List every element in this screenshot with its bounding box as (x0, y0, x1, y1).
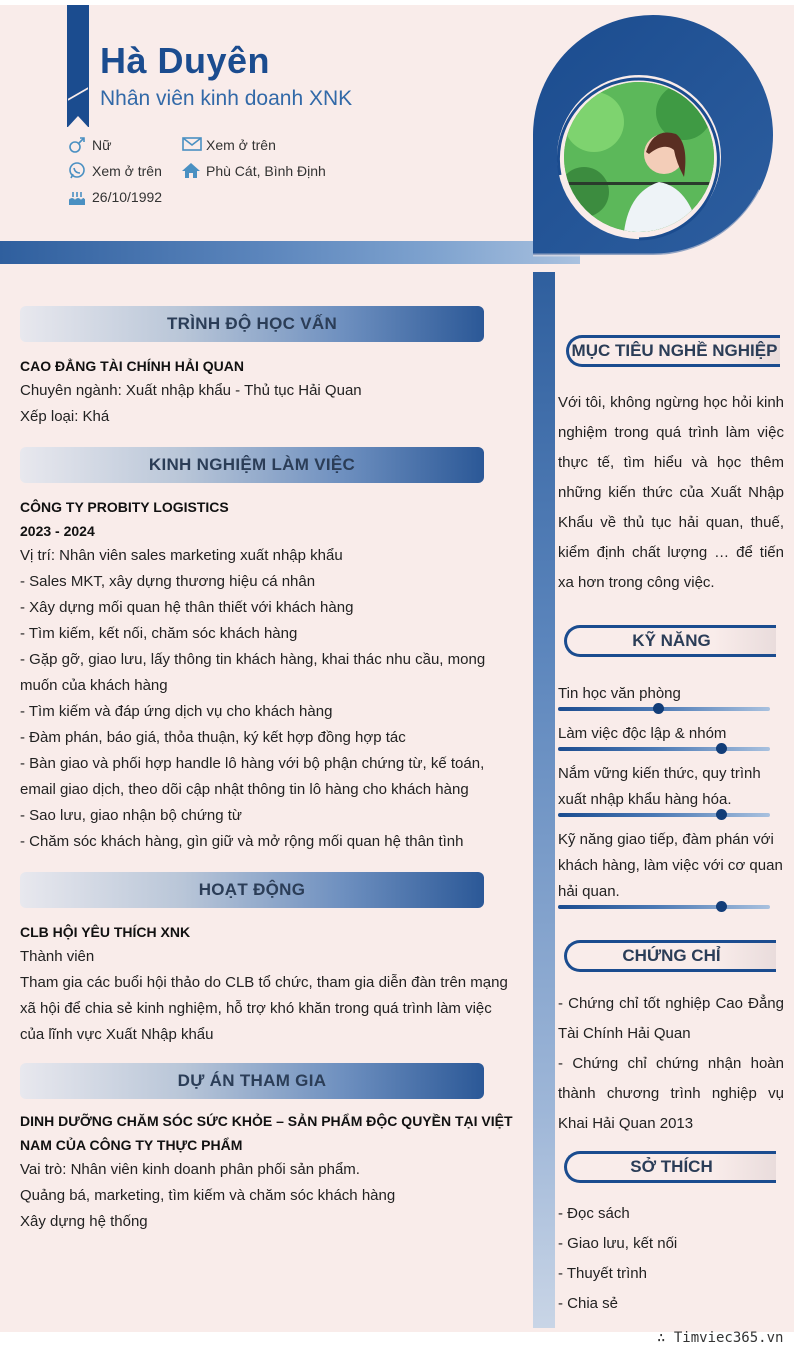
skill-bar (558, 747, 770, 751)
birthday-info (67, 187, 162, 207)
bookmark-ribbon (67, 5, 89, 127)
activities-line: Thành viên (20, 948, 95, 965)
hobby-item: - Đọc sách (558, 1205, 630, 1222)
activities-line: của lĩnh vực Xuất Nhập khẩu (20, 1026, 214, 1043)
experience-line: email giao dịch, theo dõi cập nhật thông tin lô hàng cho khách hàng (20, 781, 469, 798)
experience-line: - Tìm kiếm và đáp ứng dịch vụ cho khách hàng (20, 703, 333, 720)
education-major: Chuyên ngành: Xuất nhập khẩu - Thủ tục Hải Quan (20, 382, 362, 399)
objective-heading: MỤC TIÊU NGHỀ NGHIỆP (566, 335, 780, 367)
phone-info (67, 161, 162, 181)
skill-bar (558, 905, 770, 909)
education-heading: TRÌNH ĐỘ HỌC VẤN (20, 306, 484, 342)
experience-line: - Xây dựng mối quan hệ thân thiết với khách hàng (20, 599, 354, 616)
address-info (181, 161, 326, 181)
activities-heading: HOẠT ĐỘNG (20, 872, 484, 908)
skills-heading: KỸ NĂNG (564, 625, 776, 657)
experience-line: - Sales MKT, xây dựng thương hiệu cá nhân (20, 573, 316, 590)
skill-bar (558, 707, 770, 711)
right-column-bar (533, 272, 555, 1328)
projects-line: Quảng bá, marketing, tìm kiếm và chăm sóc khách hàng (20, 1187, 396, 1204)
skill-name: Tin học văn phòng (558, 685, 681, 702)
footer-brand: ∴ Timviec365.vn (657, 1330, 784, 1346)
projects-heading: DỰ ÁN THAM GIA (20, 1063, 484, 1099)
skill-bar (558, 813, 770, 817)
education-grade: Xếp loại: Khá (20, 408, 110, 425)
education-school: CAO ĐẲNG TÀI CHÍNH HẢI QUAN (20, 358, 244, 374)
mail-icon (181, 135, 203, 155)
certificate-item: - Chứng chỉ chứng nhận hoàn thành chương trình nghiệp vụ Khai Hải Quan 2013 (558, 1055, 784, 1132)
gender-value: Nữ (92, 137, 112, 153)
experience-line: - Tìm kiếm, kết nối, chăm sóc khách hàng (20, 625, 298, 642)
certificates-heading: CHỨNG CHỈ (564, 940, 776, 972)
experience-period: 2023 - 2024 (20, 523, 95, 539)
candidate-name: Hà Duyên (100, 40, 271, 81)
experience-line: - Bàn giao và phối hợp handle lô hàng với bộ phận chứng từ, kế toán, (20, 755, 485, 772)
experience-line: - Gặp gỡ, giao lưu, lấy thông tin khách hàng, khai thác nhu cầu, mong (20, 651, 486, 668)
phone-value: Xem ở trên (92, 163, 162, 179)
skill-name: Nắm vững kiến thức, quy trình xuất nhập khẩu hàng hóa. (558, 765, 761, 808)
experience-line: Vị trí: Nhân viên sales marketing xuất nhập khẩu (20, 547, 343, 564)
hobby-item: - Giao lưu, kết nối (558, 1235, 678, 1252)
projects-title-line1: DINH DƯỠNG CHĂM SÓC SỨC KHỎE – SẢN PHẨM ĐỘC QUYỀN TẠI VIỆT (20, 1113, 513, 1129)
hobby-item: - Chia sẻ (558, 1295, 619, 1312)
skill-name: Kỹ năng giao tiếp, đàm phán với khách hàng, làm việc với cơ quan hải quan. (558, 831, 783, 900)
hobby-item: - Thuyết trình (558, 1265, 647, 1282)
certificate-item: - Chứng chỉ tốt nghiệp Cao Đẳng Tài Chính Hải Quan (558, 995, 784, 1042)
objective-text: Với tôi, không ngừng học hỏi kinh nghiệm trong quá trình làm việc thực tế, tìm hiểu và học thêm những kiến thức của Xuất Nhập Khẩu về thủ tục hải quan, thuế, kiểm định chất lượng … để tiến xa hơn trong công việc. (558, 394, 784, 591)
home-icon (181, 161, 203, 181)
gender-female-icon (67, 135, 89, 155)
activities-line: xã hội để chia sẻ kinh nghiệm, hỗ trợ khó khăn trong quá trình làm việc (20, 1000, 492, 1017)
phone-icon (67, 161, 89, 181)
activities-org: CLB HỘI YÊU THÍCH XNK (20, 924, 191, 940)
experience-heading: KINH NGHIỆM LÀM VIỆC (20, 447, 484, 483)
experience-line: - Đàm phán, báo giá, thỏa thuận, ký kết hợp đồng hợp tác (20, 729, 406, 746)
skill-level-dot (653, 703, 664, 714)
projects-line: Vai trò: Nhân viên kinh doanh phân phối sản phẩm. (20, 1161, 360, 1178)
experience-line: - Sao lưu, giao nhận bộ chứng từ (20, 807, 242, 824)
email-info (181, 135, 276, 155)
header-divider-bar (0, 241, 580, 264)
address-value: Phù Cát, Bình Định (206, 163, 326, 179)
experience-company: CÔNG TY PROBITY LOGISTICS (20, 499, 229, 515)
email-value: Xem ở trên (206, 137, 276, 153)
projects-title-line2: NAM CỦA CÔNG TY THỰC PHẨM (20, 1137, 243, 1153)
hobbies-heading: SỞ THÍCH (564, 1151, 776, 1183)
experience-line: - Chăm sóc khách hàng, gìn giữ và mở rộng mối quan hệ thân tình (20, 833, 464, 850)
candidate-photo (564, 82, 714, 232)
candidate-job-title: Nhân viên kinh doanh XNK (100, 87, 353, 110)
experience-line: muốn của khách hàng (20, 677, 168, 694)
projects-line: Xây dựng hệ thống (20, 1213, 148, 1230)
activities-line: Tham gia các buổi hội thảo do CLB tổ chức, tham gia diễn đàn trên mạng (20, 974, 508, 991)
birthday-cake-icon (67, 187, 89, 207)
skill-name: Làm việc độc lập & nhóm (558, 725, 727, 742)
birthday-value: 26/10/1992 (92, 189, 163, 205)
gender-info (67, 135, 111, 155)
